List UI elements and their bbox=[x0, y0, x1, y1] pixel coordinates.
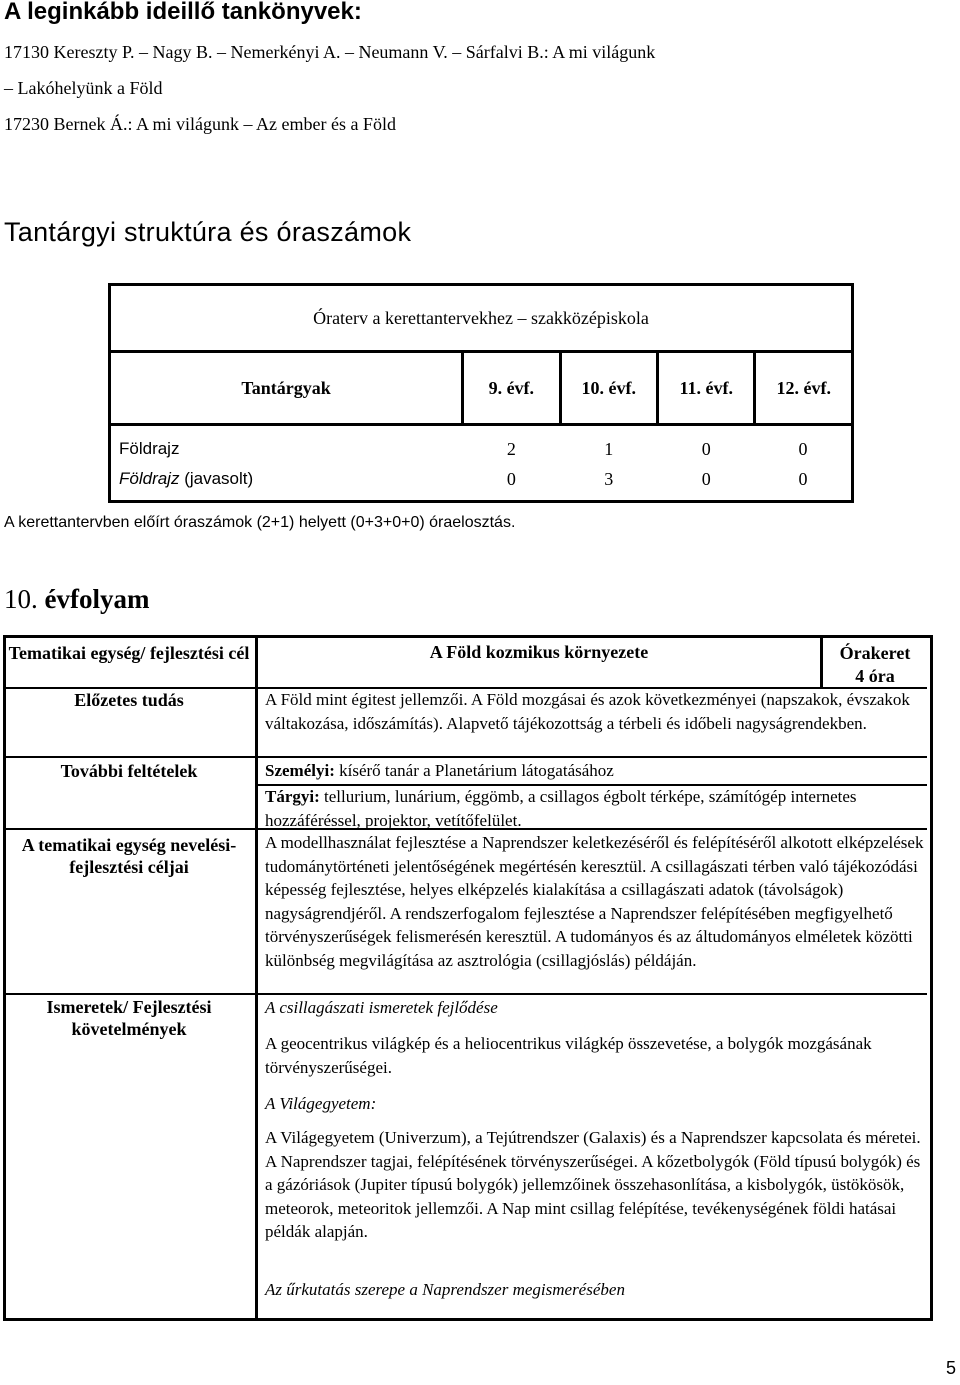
label-prior-knowledge: Előzetes tudás bbox=[74, 690, 184, 710]
hours-note: A kerettantervben előírt óraszámok (2+1) helyett (0+3+0+0) óraelosztás. bbox=[4, 514, 516, 531]
row-subject: Földrajz (javasolt) bbox=[119, 469, 254, 488]
row-value: 0 bbox=[701, 438, 711, 459]
page-number: 5 bbox=[945, 1358, 956, 1378]
textbook-line-2: – Lakóhelyünk a Föld bbox=[4, 78, 163, 98]
label-unit: Tematikai egység/ fejlesztési cél bbox=[8, 643, 250, 663]
unit-title: A Föld kozmikus környezete bbox=[429, 642, 649, 662]
row-value: 3 bbox=[604, 468, 614, 489]
table-row bbox=[110, 464, 853, 502]
knowledge-subheading-2: A Világegyetem: bbox=[265, 1094, 377, 1113]
knowledge-subheading-1: A csillagászati ismeretek fejlődése bbox=[265, 998, 498, 1017]
row-value: 0 bbox=[798, 468, 808, 489]
knowledge-subheading-3: Az űrkutatás szerepe a Naprendszer megismerésében bbox=[265, 1280, 625, 1299]
row-value: 1 bbox=[604, 438, 614, 459]
row-divider bbox=[3, 756, 927, 758]
grade-heading: 10. évfolyam bbox=[4, 584, 150, 614]
header-grade-12: 12. évf. bbox=[755, 352, 853, 425]
row-value: 2 bbox=[506, 438, 516, 459]
row-subject: Földrajz bbox=[119, 439, 180, 458]
header-grade-11: 11. évf. bbox=[658, 352, 755, 425]
table-row bbox=[110, 425, 853, 465]
textbook-line-1: 17130 Kereszty P. – Nagy B. – Nemerkényi A. – Neumann V. – Sárfalvi B.: A mi világunk bbox=[4, 42, 656, 62]
conditions-personal: Személyi: kísérő tanár a Planetárium látogatásához bbox=[265, 761, 614, 780]
column-divider bbox=[255, 635, 258, 1321]
row-divider bbox=[3, 993, 927, 995]
textbooks-heading: A leginkább ideillő tankönyvek: bbox=[4, 0, 362, 25]
label-goals: A tematikai egység nevelési-fejlesztési céljai bbox=[21, 835, 237, 877]
hours-frame bbox=[823, 642, 927, 688]
header-grade-9: 9. évf. bbox=[463, 352, 560, 425]
conditions-material: Tárgyi: tellurium, lunárium, éggömb, a csillagos égbolt térképe, számítógép internetes hozzáféréssel, projektor, vetítőfelület. bbox=[265, 787, 857, 830]
row-value: 0 bbox=[798, 438, 808, 459]
hours-table-title: Óraterv a kerettantervekhez – szakközépiskola bbox=[110, 285, 853, 352]
prior-knowledge-text: A Föld mint égitest jellemzői. A Föld mozgásai és azok következményei (napszakok, évszakok váltakozása, időszámítás). Alapvető tájékozottság a térbeli és időbeli nagyságrendekben. bbox=[265, 690, 910, 733]
structure-heading: Tantárgyi struktúra és óraszámok bbox=[4, 217, 412, 247]
header-grade-10: 10. évf. bbox=[560, 352, 657, 425]
label-conditions: További feltételek bbox=[60, 761, 198, 781]
knowledge-text-1: A geocentrikus világkép és a heliocentrikus világkép összevetése, a bolygók mozgásának törvényszerűségei. bbox=[265, 1034, 872, 1077]
hours-value: 4 óra bbox=[855, 666, 895, 686]
row-value: 0 bbox=[506, 468, 516, 489]
hours-table bbox=[108, 283, 854, 503]
textbook-line-3: 17230 Bernek Á.: A mi világunk – Az ember és a Föld bbox=[4, 114, 396, 134]
knowledge-text-2: A Világegyetem (Univerzum), a Tejútrendszer (Galaxis) és a Naprendszer kapcsolata és méretei. A Naprendszer tagjai, felépítésének törvényszerűségei. A kőzetbolygók (Föld típusú bolygók) és a gázóriások (Jupiter típusú bolygók) jellemzőinek összehasonlítása, a kisbolygók, üstökösök, meteorok, meteoritok jellemzői. A Nap mint csillag felépítése, tevékenységének földi hatásai példák alapján. bbox=[265, 1128, 921, 1241]
label-knowledge: Ismeretek/ Fejlesztési követelmények bbox=[46, 997, 212, 1039]
hours-label: Órakeret bbox=[839, 643, 911, 663]
row-value: 0 bbox=[701, 468, 711, 489]
goals-text: A modellhasználat fejlesztése a Naprendszer keletkezéséről és felépítéséről alkotott elképzelések tudománytörténeti jelentőségének megértésén keresztül. A csillagászati térben való tájékozódási képesség fejlesztése, helyes elképzelés kialakítása a csillagászati adatok (távolságok) nagyságrendjéről. A rendszerfogalom fejlesztése a Naprendszer felépítésében megfigyelhető törvényszerűségek felismerésén keresztül. A tudományos és az áltudományos elméletek közötti különbség megvilágítása az asztrológia (csillagjóslás) példáján. bbox=[265, 833, 924, 970]
header-subjects: Tantárgyak bbox=[110, 352, 463, 425]
